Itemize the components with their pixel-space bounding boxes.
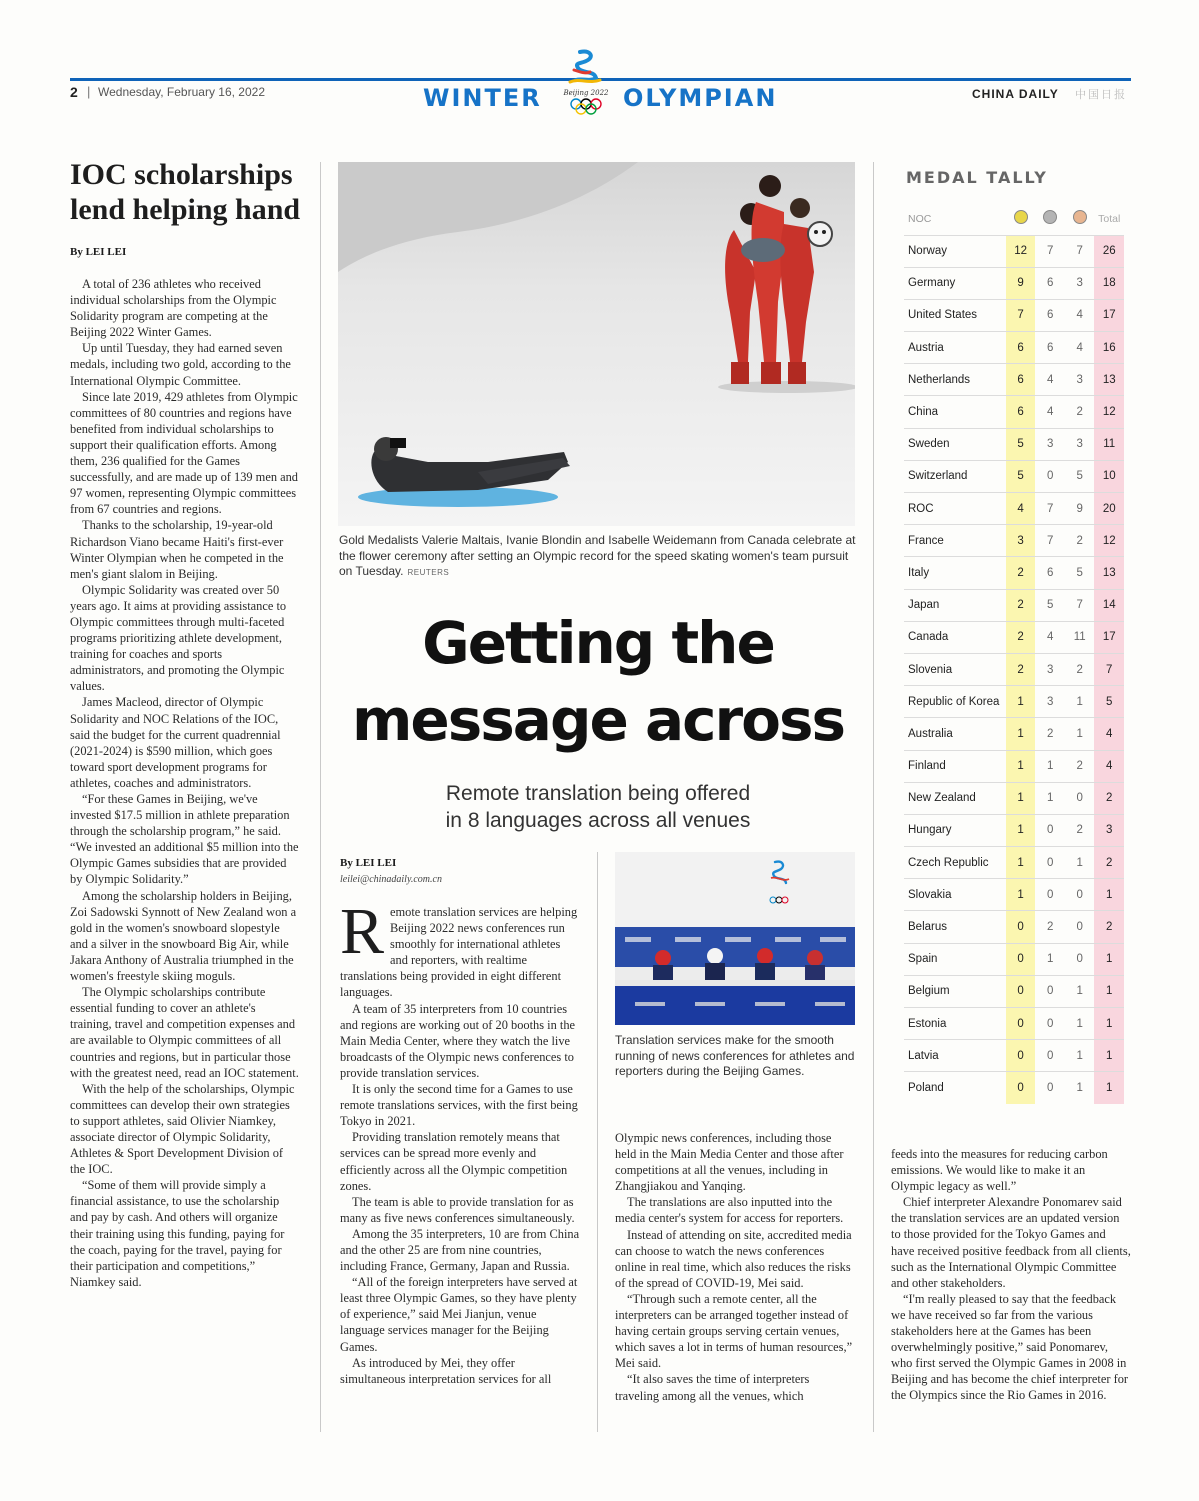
country-name: Hungary: [904, 814, 1006, 846]
country-name: France: [904, 525, 1006, 557]
medal-tally-row: [904, 589, 1124, 621]
gold-count: 0: [1006, 1040, 1036, 1072]
gold-count: 6: [1006, 364, 1036, 396]
silver-count: 3: [1035, 686, 1065, 718]
total-count: 1: [1094, 1072, 1124, 1104]
silver-count: 6: [1035, 557, 1065, 589]
bronze-count: 0: [1065, 911, 1095, 943]
country-name: Norway: [904, 235, 1006, 267]
main-photo: [338, 162, 855, 526]
bronze-count: 2: [1065, 814, 1095, 846]
total-count: 2: [1094, 847, 1124, 879]
silver-count: 2: [1035, 718, 1065, 750]
medal-tally-row: [904, 235, 1124, 267]
country-name: New Zealand: [904, 782, 1006, 814]
paragraph: A total of 236 athletes who received individual scholarships from the Olympic Solidarity program are competing at the Beijing 2022 Winter Games.: [70, 277, 277, 340]
total-count: 10: [1094, 460, 1124, 492]
paragraph: Since late 2019, 429 athletes from Olympic committees of 80 countries and regions have benefited from individual scholarships to support their qualification efforts. Among them, 236 qualified for the Games successfully, and are made up of 139 men and 97 women, representing Olympic committees from 67 countries and regions.: [70, 389, 299, 517]
bronze-count: 1: [1065, 718, 1095, 750]
bronze-count: 4: [1065, 299, 1095, 331]
country-name: Belarus: [904, 911, 1006, 943]
paragraph: Providing translation remotely means that services can be spread more evenly and efficiently across all the Olympic competition zones.: [340, 1130, 568, 1193]
silver-count: 0: [1035, 847, 1065, 879]
country-name: Germany: [904, 267, 1006, 299]
gold-count: 1: [1006, 686, 1036, 718]
silver-count: 0: [1035, 460, 1065, 492]
emblem-text: Beijing 2022: [563, 89, 609, 97]
silver-medal-icon: [1043, 210, 1057, 224]
gold-count: 1: [1006, 814, 1036, 846]
main-headline: [340, 605, 856, 759]
total-count: 17: [1094, 621, 1124, 653]
total-count: 4: [1094, 750, 1124, 782]
silver-count: 2: [1035, 911, 1065, 943]
country-name: Finland: [904, 750, 1006, 782]
gold-count: 2: [1006, 589, 1036, 621]
paragraph: “All of the foreign interpreters have served at least three Olympic Games, so they have plenty of experience,” said Mei Jianjun, venue language services manager for the Beijing Games.: [340, 1275, 578, 1354]
silver-count: 4: [1035, 621, 1065, 653]
silver-count: 6: [1035, 332, 1065, 364]
country-name: Czech Republic: [904, 847, 1006, 879]
total-count: 18: [1094, 267, 1124, 299]
gold-count: 0: [1006, 1008, 1036, 1040]
medal-tally-row: [904, 911, 1124, 943]
total-count: 7: [1094, 653, 1124, 685]
medal-tally-row: [904, 653, 1124, 685]
silver-count: 4: [1035, 396, 1065, 428]
medal-tally-row: [904, 1072, 1124, 1104]
total-count: 26: [1094, 235, 1124, 267]
gold-count: 7: [1006, 299, 1036, 331]
country-name: Belgium: [904, 975, 1006, 1007]
country-name: ROC: [904, 493, 1006, 525]
silver-count: 0: [1035, 975, 1065, 1007]
medal-tally-row: [904, 1040, 1124, 1072]
paragraph: As introduced by Mei, they offer simultaneous interpretation services for all: [340, 1355, 552, 1386]
subhead-line-2: in 8 languages across all venues: [445, 809, 751, 832]
bronze-count: 1: [1065, 686, 1095, 718]
total-count: 11: [1094, 428, 1124, 460]
bronze-count: 2: [1065, 750, 1095, 782]
silver-count: 1: [1035, 750, 1065, 782]
country-name: Canada: [904, 621, 1006, 653]
silver-count: 0: [1035, 1040, 1065, 1072]
medal-tally-row: [904, 750, 1124, 782]
header-gold: [1006, 203, 1036, 235]
total-count: 1: [1094, 975, 1124, 1007]
left-story-byline: By LEI LEI: [70, 246, 127, 258]
bronze-count: 5: [1065, 557, 1095, 589]
paragraph: Chief interpreter Alexandre Ponomarev said the translation services are an updated version to those provided for the Tokyo Games and have received positive feedback from all clients, such as the International Olympic Committee and other stakeholders.: [891, 1195, 1131, 1290]
gold-count: 4: [1006, 493, 1036, 525]
bronze-count: 1: [1065, 1040, 1095, 1072]
paragraph: Among the 35 interpreters, 10 are from China and the other 25 are from nine countries, including France, Germany, Japan and Russia.: [340, 1226, 580, 1274]
silver-count: 7: [1035, 235, 1065, 267]
gold-count: 0: [1006, 943, 1036, 975]
medal-tally-row: [904, 332, 1124, 364]
left-story-body: [70, 276, 299, 1290]
bronze-count: 2: [1065, 396, 1095, 428]
medal-tally-row: [904, 460, 1124, 492]
medal-tally-row: [904, 847, 1124, 879]
gold-count: 9: [1006, 267, 1036, 299]
section-title-winter: WINTER: [423, 84, 542, 112]
country-name: Sweden: [904, 428, 1006, 460]
country-name: Australia: [904, 718, 1006, 750]
main-story-body: [340, 895, 580, 1387]
country-name: Netherlands: [904, 364, 1006, 396]
gold-count: 0: [1006, 975, 1036, 1007]
silver-count: 6: [1035, 299, 1065, 331]
total-count: 17: [1094, 299, 1124, 331]
silver-count: 5: [1035, 589, 1065, 621]
bronze-count: 0: [1065, 943, 1095, 975]
main-subhead: [340, 780, 856, 834]
medal-tally-row: [904, 782, 1124, 814]
medal-tally-row: [904, 557, 1124, 589]
bronze-count: 3: [1065, 428, 1095, 460]
bronze-count: 2: [1065, 525, 1095, 557]
first-paragraph: [340, 895, 580, 1001]
paragraph: Among the scholarship holders in Beijing, Zoi Sadowski Synnott of New Zealand won a gold in the women's snowboard slopestyle and a silver in the snowboard Big Air, while Jakara Anthony of Australia triumphed in the women's freestyle skiing moguls.: [70, 888, 297, 984]
total-count: 5: [1094, 686, 1124, 718]
total-count: 20: [1094, 493, 1124, 525]
country-name: China: [904, 396, 1006, 428]
paragraph: With the help of the scholarships, Olympic committees can develop their own strategies to support athletes, said Olivier Niamkey, associate director of Olympic Solidarity, Athletes & Sport Development Division of the IOC.: [70, 1081, 295, 1177]
beijing-2022-emblem-icon: [560, 48, 612, 116]
bronze-count: 2: [1065, 653, 1095, 685]
bronze-count: 3: [1065, 267, 1095, 299]
silver-count: 7: [1035, 525, 1065, 557]
main-photo-caption: [339, 533, 859, 581]
medal-tally-row: [904, 718, 1124, 750]
gold-count: 2: [1006, 653, 1036, 685]
subhead-line-1: Remote translation being offered: [445, 782, 751, 805]
gold-count: 5: [1006, 428, 1036, 460]
paragraph: “Through such a remote center, all the interpreters can be arranged together instead of having certain groups serving certain venues, which saves a lot in terms of human resources,” Mei said.: [615, 1291, 853, 1371]
header-silver: [1035, 203, 1065, 235]
paragraph: Instead of attending on site, accredited media can choose to watch the news conferences online in real time, which also reduces the risks of the spread of COVID-19, Mei said.: [615, 1227, 852, 1290]
paper-logo: 中国日报: [1075, 89, 1127, 101]
total-count: 2: [1094, 782, 1124, 814]
gold-count: 0: [1006, 911, 1036, 943]
bronze-count: 7: [1065, 235, 1095, 267]
main-headline-line-2: message across: [351, 686, 845, 754]
silver-count: 0: [1035, 879, 1065, 911]
section-title-olympian: OLYMPIAN: [623, 84, 778, 112]
first-paragraph-text: emote translation services are helping Beijing 2022 news conferences run smoothly for international athletes and reporters, with realtime translations being provided in eight different languages.: [340, 905, 578, 1000]
gold-count: 1: [1006, 847, 1036, 879]
gold-count: 5: [1006, 460, 1036, 492]
medal-tally-row: [904, 267, 1124, 299]
total-count: 12: [1094, 525, 1124, 557]
medal-tally-body: [904, 235, 1124, 1104]
medal-tally-row: [904, 975, 1124, 1007]
paper-name: CHINA DAILY: [972, 87, 1059, 101]
bronze-count: 0: [1065, 879, 1095, 911]
gold-count: 2: [1006, 621, 1036, 653]
bronze-count: 1: [1065, 847, 1095, 879]
silver-count: 4: [1035, 364, 1065, 396]
medal-tally-header: [904, 203, 1124, 235]
gold-medal-icon: [1014, 210, 1028, 224]
bronze-count: 4: [1065, 332, 1095, 364]
column-divider-right: [873, 162, 874, 1432]
medal-tally-row: [904, 364, 1124, 396]
country-name: Estonia: [904, 1008, 1006, 1040]
gold-count: 1: [1006, 879, 1036, 911]
total-count: 16: [1094, 332, 1124, 364]
left-story-headline: IOC scholarships lend helping hand: [70, 158, 301, 226]
gold-count: 2: [1006, 557, 1036, 589]
medal-tally-row: [904, 1008, 1124, 1040]
medal-tally-row: [904, 525, 1124, 557]
gold-count: 1: [1006, 782, 1036, 814]
gold-count: 6: [1006, 332, 1036, 364]
country-name: Italy: [904, 557, 1006, 589]
paragraph: Olympic news conferences, including those held in the Main Media Center and those after competitions at all the venues, including in Zhangjiakou and Yanqing.: [615, 1131, 844, 1194]
total-count: 12: [1094, 396, 1124, 428]
medal-tally-row: [904, 396, 1124, 428]
medal-tally-table: [904, 203, 1124, 1104]
bronze-count: 1: [1065, 1008, 1095, 1040]
total-count: 1: [1094, 943, 1124, 975]
bronze-count: 1: [1065, 975, 1095, 1007]
paragraph: “For these Games in Beijing, we've invested $17.5 million in athlete preparation through the scholarship program,” he said. “We invested an additional $5 million into the Olympic Games subsidies that are provided by Olympic Solidarity.”: [70, 792, 299, 887]
dropcap: R: [340, 895, 385, 968]
total-count: 2: [1094, 911, 1124, 943]
page-date: Wednesday, February 16, 2022: [98, 85, 265, 99]
gold-count: 1: [1006, 750, 1036, 782]
silver-count: 3: [1035, 653, 1065, 685]
main-story-column-4: [891, 1146, 1131, 1404]
silver-count: 0: [1035, 1072, 1065, 1104]
total-count: 14: [1094, 589, 1124, 621]
paragraph: “Some of them will provide simply a financial assistance, to use the scholarship and pay by cash. And others will organize their training using this funding, paying for the coach, paying for the travel, paying for their participation and competitions,” Niamkey said.: [70, 1178, 285, 1289]
total-count: 13: [1094, 557, 1124, 589]
total-count: 13: [1094, 364, 1124, 396]
bronze-count: 5: [1065, 460, 1095, 492]
total-count: 1: [1094, 879, 1124, 911]
country-name: Slovakia: [904, 879, 1006, 911]
paragraph: Up until Tuesday, they had earned seven medals, including two gold, according to the International Olympic Committee.: [70, 341, 291, 388]
medal-tally-row: [904, 493, 1124, 525]
main-story-email: leilei@chinadaily.com.cn: [340, 874, 442, 885]
paragraph: The team is able to provide translation for as many as five news conferences simultaneously.: [340, 1194, 575, 1225]
total-count: 1: [1094, 1008, 1124, 1040]
country-name: United States: [904, 299, 1006, 331]
country-name: Switzerland: [904, 460, 1006, 492]
country-name: Latvia: [904, 1040, 1006, 1072]
bronze-count: 0: [1065, 782, 1095, 814]
country-name: Spain: [904, 943, 1006, 975]
paragraph: James Macleod, director of Olympic Solidarity and NOC Relations of the IOC, said the budget for the current quadrennial (2021-2024) is $590 million, which goes toward sport development programs for athletes, coaches and administrators.: [70, 695, 281, 790]
column-divider-left: [320, 162, 321, 1432]
medal-tally-row: [904, 299, 1124, 331]
paragraph: feeds into the measures for reducing carbon emissions. We would like to make it an Olympic legacy as well.”: [891, 1147, 1108, 1194]
medal-tally-title: MEDAL TALLY: [906, 168, 1048, 187]
medal-tally-row: [904, 686, 1124, 718]
medal-tally-row: [904, 428, 1124, 460]
paragraph: The Olympic scholarships contribute essential funding to cover an athlete's training, travel and competition expenses and are available to Olympic committees of all countries and regions, but in particular those with the greatest need, read an IOC statement.: [70, 985, 299, 1080]
paragraph: Olympic Solidarity was created over 50 years ago. It aims at providing assistance to Olympic committees through multi-faceted programs prioritizing athlete development, training for coaches and sports administrators, and promoting the Olympic values.: [70, 582, 287, 694]
country-name: Republic of Korea: [904, 686, 1006, 718]
silver-count: 6: [1035, 267, 1065, 299]
bronze-count: 7: [1065, 589, 1095, 621]
press-photo-caption: Translation services make for the smooth running of news conferences for athletes and reporters during the Beijing Games.: [615, 1033, 855, 1078]
silver-count: 0: [1035, 1008, 1065, 1040]
paragraph: Thanks to the scholarship, 19-year-old Richardson Viano became Haiti's first-ever Winter Olympian when he competed in the men's giant slalom in Beijing.: [70, 518, 284, 581]
paragraph: The translations are also inputted into the media center's system for access for reporters.: [615, 1195, 844, 1226]
total-count: 1: [1094, 1040, 1124, 1072]
total-count: 4: [1094, 718, 1124, 750]
bronze-medal-icon: [1073, 210, 1087, 224]
paragraph: It is only the second time for a Games to use remote translations services, with the first being Tokyo in 2021.: [340, 1082, 578, 1129]
photo-credit: REUTERS: [407, 568, 450, 577]
bronze-count: 11: [1065, 621, 1095, 653]
header-total: Total: [1098, 212, 1121, 225]
main-story-byline: By LEI LEI: [340, 857, 397, 869]
paragraph: “I'm really pleased to say that the feedback we have received so far from the various stakeholders here at the Games has been overwhelmingly positive,” said Ponomarev, who first served the Olympic Games in 2008 in Beijing and has become the chief interpreter for the Olympics since the Rio Games in 2016.: [891, 1291, 1129, 1403]
country-name: Japan: [904, 589, 1006, 621]
medal-tally-row: [904, 943, 1124, 975]
gold-count: 6: [1006, 396, 1036, 428]
gold-count: 12: [1006, 235, 1036, 267]
medal-tally-row: [904, 621, 1124, 653]
main-story-column-3: [615, 1130, 855, 1404]
bronze-count: 9: [1065, 493, 1095, 525]
bronze-count: 1: [1065, 1072, 1095, 1104]
gold-count: 0: [1006, 1072, 1036, 1104]
silver-count: 7: [1035, 493, 1065, 525]
country-name: Slovenia: [904, 653, 1006, 685]
page-number: 2: [70, 84, 78, 100]
page-separator: |: [87, 84, 91, 99]
bronze-count: 3: [1065, 364, 1095, 396]
silver-count: 3: [1035, 428, 1065, 460]
paragraph: A team of 35 interpreters from 10 countries and regions are working out of 20 booths in the Main Media Center, where they watch the live broadcasts of the Olympic news conferences to provide translation services.: [340, 1001, 576, 1080]
column-divider-center: [597, 852, 598, 1432]
press-conference-photo: [615, 852, 855, 1025]
country-name: Austria: [904, 332, 1006, 364]
medal-tally-row: [904, 879, 1124, 911]
main-headline-line-1: Getting the: [422, 609, 774, 677]
header-bronze: [1065, 203, 1095, 235]
silver-count: 0: [1035, 814, 1065, 846]
paragraph: “It also saves the time of interpreters traveling among all the venues, which: [615, 1372, 810, 1403]
country-name: Poland: [904, 1072, 1006, 1104]
silver-count: 1: [1035, 782, 1065, 814]
header-noc: NOC: [908, 212, 932, 225]
caption-text: Gold Medalists Valerie Maltais, Ivanie Blondin and Isabelle Weidemann from Canada celebrate at the flower ceremony after setting an Olympic record for the speed skating women's team pursuit on Tuesday.: [339, 533, 856, 578]
gold-count: 1: [1006, 718, 1036, 750]
medal-tally-row: [904, 814, 1124, 846]
silver-count: 1: [1035, 943, 1065, 975]
total-count: 3: [1094, 814, 1124, 846]
gold-count: 3: [1006, 525, 1036, 557]
